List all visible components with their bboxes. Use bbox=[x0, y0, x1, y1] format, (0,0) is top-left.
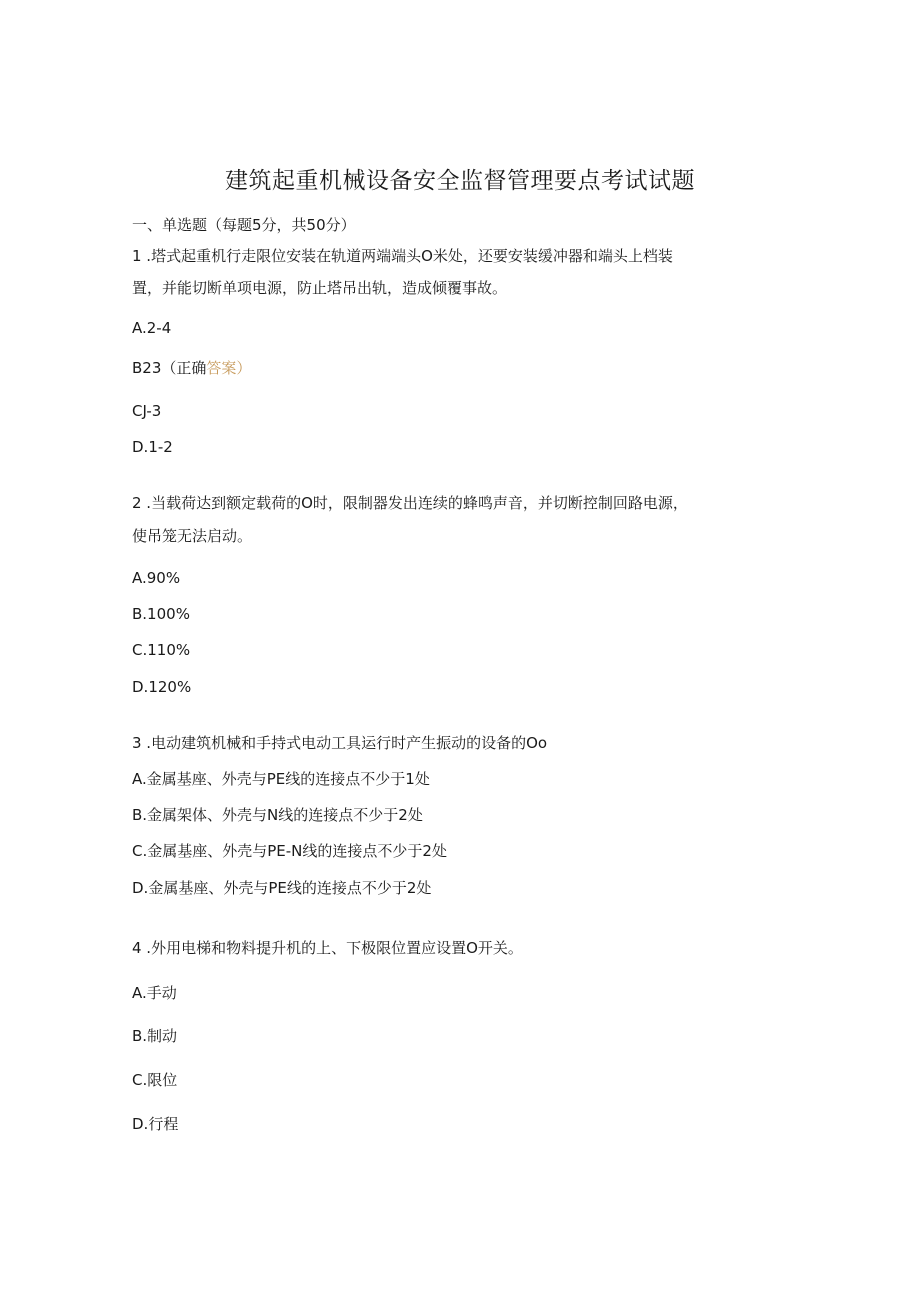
question-3-option-c: C.金属基座、外壳与PE-N线的连接点不少于2处 bbox=[132, 842, 447, 860]
question-4-option-d: D.行程 bbox=[132, 1115, 179, 1133]
question-1-stem-line-1: 1 .塔式起重机行走限位安装在轨道两端端头O米处，还要安装缓冲器和端头上档装 bbox=[132, 247, 673, 265]
question-1-option-b bbox=[132, 358, 251, 378]
question-4-option-c: C.限位 bbox=[132, 1071, 178, 1089]
question-1-option-a: A.2-4 bbox=[132, 319, 172, 337]
answer-note-highlight: 答案） bbox=[206, 359, 252, 377]
option-b-text: B23 bbox=[132, 359, 162, 377]
document-title: 建筑起重机械设备安全监督管理要点考试试题 bbox=[225, 168, 695, 194]
answer-note-prefix: （正确 bbox=[161, 359, 207, 377]
question-2-stem-line-2: 使吊笼无法启动。 bbox=[132, 527, 253, 545]
question-4-option-b: B.制动 bbox=[132, 1027, 178, 1045]
question-2-stem-line-1: 2 .当载荷达到额定载荷的O时，限制器发出连续的蜂鸣声音，并切断控制回路电源， bbox=[132, 494, 688, 512]
question-2-option-a: A.90% bbox=[132, 569, 181, 587]
question-3-option-d: D.金属基座、外壳与PE线的连接点不少于2处 bbox=[132, 879, 432, 897]
question-1-option-d: D.1-2 bbox=[132, 438, 173, 456]
question-4-stem-line-1: 4 .外用电梯和物料提升机的上、下极限位置应设置O开关。 bbox=[132, 939, 523, 957]
question-3-option-a: A.金属基座、外壳与PE线的连接点不少于1处 bbox=[132, 770, 430, 788]
question-2-option-b: B.100% bbox=[132, 605, 190, 623]
question-3-option-b: B.金属架体、外壳与N线的连接点不少于2处 bbox=[132, 806, 423, 824]
question-3-stem-line-1: 3 .电动建筑机械和手持式电动工具运行时产生振动的设备的Oo bbox=[132, 734, 548, 752]
question-2-option-c: C.110% bbox=[132, 641, 191, 659]
section-heading: 一、单选题（每题5分，共50分） bbox=[132, 216, 356, 234]
question-1-option-c: CJ-3 bbox=[132, 402, 162, 420]
question-2-option-d: D.120% bbox=[132, 678, 192, 696]
question-4-option-a: A.手动 bbox=[132, 984, 177, 1002]
question-1-stem-line-2: 置，并能切断单项电源，防止塔吊出轨，造成倾覆事故。 bbox=[132, 279, 508, 297]
